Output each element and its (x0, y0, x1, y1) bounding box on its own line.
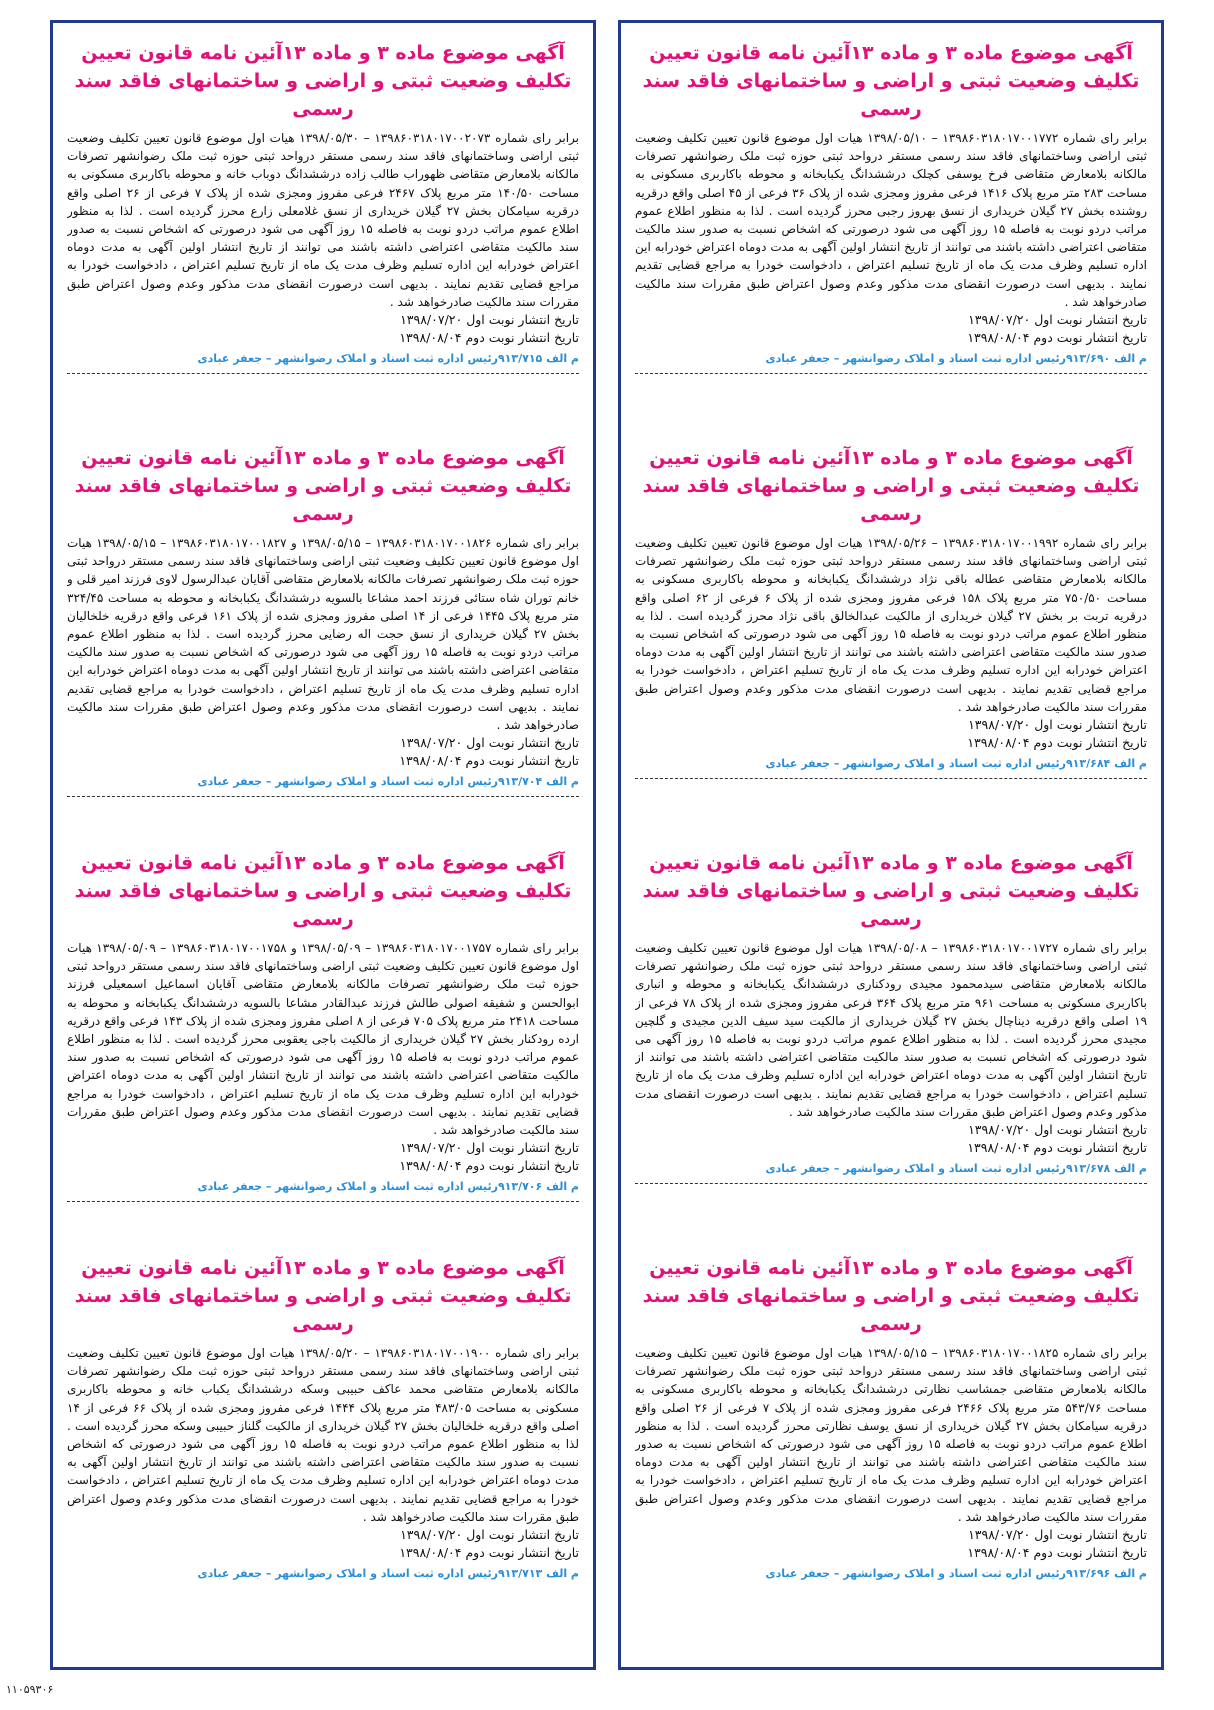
publish-date-second: تاریخ انتشار نوبت دوم ۱۳۹۸/۰۸/۰۴ (967, 1545, 1147, 1561)
divider (67, 373, 579, 374)
notice-body: برابر رای شماره ۱۳۹۸۶۰۳۱۸۰۱۷۰۰۱۷۷۲ – ۱۳۹۸/۰۵/۱۰ هیات اول موضوع قانون تعیین تکلیف وضعیت ثبتی اراضی وساختمانهای فاقد سند رسمی مستقر درواحد ثبتی حوزه ثبت ملک رضوانشهر تصرفات مالکانه بلامعارض متقاضی فرخ یوسفی کچلک درششدانگ یکبابخانه و محوطه باکاربری مسکونی به مساحت ۲۸۳ متر مربع پلاک ۱۴۱۶ فرعی مفروز ومجزی شده از پلاک ۳۶ فرعی از ۴۵ اصلی واقع درقریه روشنده بخش ۲۷ گیلان خریداری از نسق بهروز رجبی محرز گردیده است . لذا به منظور اطلاع عموم مراتب دردو نوبت به فاصله ۱۵ روز آگهی می شود درصورتی که اشخاص نسبت به صدور سند مالکیت متقاضی اعتراضی داشته باشند می توانند از تاریخ انتشار اولین آگهی به مدت دوماه اعتراض خودرابه این اداره تسلیم وظرف مدت یک ماه از تاریخ تسلیم اعتراض ، دادخواست خودرا به مراجع قضایی تقدیم نمایند . بدیهی است درصورت انقضای مدت مذکور وعدم وصول اعتراض طبق مقررات سند مالکیت صادرخواهد شد . (635, 131, 1147, 309)
notice-title: آگهی موضوع ماده ۳ و ماده ۱۳آئین نامه قانون تعیین تکلیف وضعیت ثبتی و اراضی و ساختمانهای فاقد سند رسمی (74, 852, 572, 930)
publish-date-first: تاریخ انتشار نوبت اول ۱۳۹۸/۰۷/۲۰ (968, 312, 1147, 328)
left-column (50, 20, 596, 1670)
notice-left-3 (67, 841, 579, 1246)
publish-date-first: تاریخ انتشار نوبت اول ۱۳۹۸/۰۷/۲۰ (968, 1122, 1147, 1138)
notice-title: آگهی موضوع ماده ۳ و ماده ۱۳آئین نامه قانون تعیین تکلیف وضعیت ثبتی و اراضی و ساختمانهای فاقد سند رسمی (642, 42, 1140, 120)
notice-right-1 (635, 31, 1147, 436)
notice-body: برابر رای شماره ۱۳۹۸۶۰۳۱۸۰۱۷۰۰۲۰۷۳ – ۱۳۹۸/۰۵/۳۰ هیات اول موضوع قانون تعیین تکلیف وضعیت ثبتی اراضی وساختمانهای فاقد سند رسمی مستقر درواحد ثبتی حوزه ثبت ملک رضوانشهر تصرفات مالکانه بلامعارض متقاضی ظهوراب طالب زاده درششدانگ دوباب خانه و محوطه باکاربری مسکونی به مساحت ۱۴۰/۵۰ متر مربع پلاک ۲۴۶۷ فرعی مفروز ومجزی شده از پلاک ۷ فرعی از ۲۶ اصلی واقع درقریه سیامکان بخش ۲۷ گیلان خریداری از نسق غلامعلی زارع محرز گردیده است . لذا به منظور اطلاع عموم مراتب دردو نوبت به فاصله ۱۵ روز آگهی می شود درصورتی که اشخاص نسبت به صدور سند مالکیت متقاضی اعتراضی داشته باشند می توانند از تاریخ انتشار اولین آگهی به مدت دوماه اعتراض خودرابه این اداره تسلیم وظرف مدت یک ماه از تاریخ تسلیم اعتراض ، دادخواست خودرا به مراجع قضایی تقدیم نمایند . بدیهی است درصورت انقضای مدت مذکور وعدم وصول اعتراض طبق مقررات سند مالکیت صادرخواهد شد . (67, 131, 579, 309)
notice-body: برابر رای شماره ۱۳۹۸۶۰۳۱۸۰۱۷۰۰۱۸۲۵ – ۱۳۹۸/۰۵/۱۵ هیات اول موضوع قانون تعیین تکلیف وضعیت ثبتی اراضی وساختمانهای فاقد سند رسمی مستقر درواحد ثبتی حوزه ثبت ملک رضوانشهر تصرفات مالکانه بلامعارض متقاضی جمشاسب نظارتی درششدانگ یکبابخانه و محوطه باکاربری مسکونی به مساحت ۵۴۳/۷۶ متر مربع پلاک ۲۴۶۶ فرعی مفروز ومجزی شده از پلاک ۷ فرعی از ۲۶ اصلی واقع درقریه سیامکان بخش ۲۷ گیلان خریداری از نسق یوسف نظارتی محرز گردیده است . لذا به منظور اطلاع عموم مراتب دردو نوبت به فاصله ۱۵ روز آگهی می شود درصورتی که اشخاص نسبت به صدور سند مالکیت متقاضی اعتراضی داشته باشند می توانند از تاریخ انتشار اولین آگهی به مدت دوماه اعتراض خودرابه این اداره تسلیم وظرف مدت یک ماه از تاریخ تسلیم اعتراض ، دادخواست خودرا به مراجع قضایی تقدیم نمایند . بدیهی است درصورت انقضای مدت مذکور وعدم وصول اعتراض طبق مقررات سند مالکیت صادرخواهد شد . (635, 1346, 1147, 1524)
publish-date-first: تاریخ انتشار نوبت اول ۱۳۹۸/۰۷/۲۰ (400, 1140, 579, 1156)
notice-signature: م الف ۹۱۳/۷۱۵رئیس اداره ثبت اسناد و املاک رضوانشهر – جعفر عبادی (197, 352, 579, 366)
publish-date-second: تاریخ انتشار نوبت دوم ۱۳۹۸/۰۸/۰۴ (399, 330, 579, 346)
publish-date-first: تاریخ انتشار نوبت اول ۱۳۹۸/۰۷/۲۰ (968, 1527, 1147, 1543)
divider (635, 778, 1147, 779)
publish-date-second: تاریخ انتشار نوبت دوم ۱۳۹۸/۰۸/۰۴ (967, 1140, 1147, 1156)
publish-date-second: تاریخ انتشار نوبت دوم ۱۳۹۸/۰۸/۰۴ (967, 735, 1147, 751)
notice-title: آگهی موضوع ماده ۳ و ماده ۱۳آئین نامه قانون تعیین تکلیف وضعیت ثبتی و اراضی و ساختمانهای فاقد سند رسمی (74, 447, 572, 525)
notice-signature: م الف ۹۱۳/۷۰۶رئیس اداره ثبت اسناد و املاک رضوانشهر – جعفر عبادی (197, 1180, 579, 1194)
divider (67, 796, 579, 797)
notice-signature: م الف ۹۱۳/۶۹۶رئیس اداره ثبت اسناد و املاک رضوانشهر – جعفر عبادی (765, 1567, 1147, 1581)
notice-signature: م الف ۹۱۳/۶۷۸رئیس اداره ثبت اسناد و املاک رضوانشهر – جعفر عبادی (765, 1162, 1147, 1176)
notice-title: آگهی موضوع ماده ۳ و ماده ۱۳آئین نامه قانون تعیین تکلیف وضعیت ثبتی و اراضی و ساختمانهای فاقد سند رسمی (642, 1257, 1140, 1335)
footer-code: ۱۱۰۵۹۳۰۶ (6, 1683, 54, 1696)
notice-left-1 (67, 31, 579, 436)
publish-date-second: تاریخ انتشار نوبت دوم ۱۳۹۸/۰۸/۰۴ (399, 1545, 579, 1561)
notice-title: آگهی موضوع ماده ۳ و ماده ۱۳آئین نامه قانون تعیین تکلیف وضعیت ثبتی و اراضی و ساختمانهای فاقد سند رسمی (74, 1257, 572, 1335)
divider (635, 373, 1147, 374)
notice-right-3 (635, 841, 1147, 1246)
notice-body: برابر رای شماره ۱۳۹۸۶۰۳۱۸۰۱۷۰۰۱۸۲۶ – ۱۳۹۸/۰۵/۱۵ و ۱۳۹۸۶۰۳۱۸۰۱۷۰۰۱۸۲۷ – ۱۳۹۸/۰۵/۱۵ هیات اول موضوع قانون تعیین تکلیف وضعیت ثبتی اراضی وساختمانهای فاقد سند رسمی مستقر درواحد ثبتی حوزه ثبت ملک رضوانشهر تصرفات مالکانه بلامعارض متقاضی آقایان عبدالرسول لاوی فرزند امیر قلی و خانم توران شاه ستائی فرزند احمد مشاعا بالسویه درششدانگ یکبابخانه و محوطه به مساحت ۳۲۴/۴۵ متر مربع پلاک ۱۴۴۵ فرعی از ۱۴ اصلی مفروز ومجزی شده از پلاک ۱۶۱ فرعی واقع درقریه خلخالیان بخش ۲۷ گیلان خریداری از نسق حجت اله رضایی محرز گردیده است . لذا به منظور اطلاع عموم مراتب دردو نوبت به فاصله ۱۵ روز آگهی می شود درصورتی که اشخاص نسبت به صدور سند مالکیت متقاضی اعتراضی داشته باشند می توانند از تاریخ انتشار اولین آگهی به مدت دوماه اعتراض خودرابه این اداره تسلیم وظرف مدت یک ماه از تاریخ تسلیم اعتراض ، دادخواست خودرا به مراجع قضایی تقدیم نمایند . بدیهی است درصورت انقضای مدت مذکور وعدم وصول اعتراض طبق مقررات سند مالکیت صادرخواهد شد . (67, 536, 579, 733)
notice-signature: م الف ۹۱۳/۷۱۳رئیس اداره ثبت اسناد و املاک رضوانشهر – جعفر عبادی (197, 1567, 579, 1581)
notice-body: برابر رای شماره ۱۳۹۸۶۰۳۱۸۰۱۷۰۰۱۷۲۷ – ۱۳۹۸/۰۵/۰۸ هیات اول موضوع قانون تعیین تکلیف وضعیت ثبتی اراضی وساختمانهای فاقد سند رسمی مستقر درواحد ثبتی حوزه ثبت ملک رضوانشهر تصرفات مالکانه بلامعارض متقاضی سیدمحمود مجیدی رودکناری درششدانگ یکبابخانه و محوطه و انباری باکاربری مسکونی به مساحت ۹۶۱ متر مربع پلاک ۳۶۴ فرعی مفروز ومجزی شده از پلاک ۷۸ فرعی از ۱۹ اصلی واقع درقریه دیناچال بخش ۲۷ گیلان خریداری از مالکیت سید سیف الدین مجیدی و گلچین مجیدی محرز گردیده است . لذا به منظور اطلاع عموم مراتب دردو نوبت به فاصله ۱۵ روز آگهی می شود درصورتی که اشخاص نسبت به صدور سند مالکیت متقاضی اعتراضی داشته باشند می توانند از تاریخ انتشار اولین آگهی به مدت دوماه اعتراض خودرابه این اداره تسلیم وظرف مدت یک ماه از تاریخ تسلیم اعتراض ، دادخواست خودرا به مراجع قضایی تقدیم نمایند . بدیهی است درصورت انقضای مدت مذکور وعدم وصول اعتراض طبق مقررات سند مالکیت صادرخواهد شد . (635, 941, 1147, 1119)
right-column (618, 20, 1164, 1670)
notice-title: آگهی موضوع ماده ۳ و ماده ۱۳آئین نامه قانون تعیین تکلیف وضعیت ثبتی و اراضی و ساختمانهای فاقد سند رسمی (642, 447, 1140, 525)
notice-left-2 (67, 436, 579, 841)
notice-body: برابر رای شماره ۱۳۹۸۶۰۳۱۸۰۱۷۰۰۱۹۹۲ – ۱۳۹۸/۰۵/۲۶ هیات اول موضوع قانون تعیین تکلیف وضعیت ثبتی اراضی وساختمانهای فاقد سند رسمی مستقر درواحد ثبتی حوزه ثبت ملک رضوانشهر تصرفات مالکانه بلامعارض متقاضی عطاله باقی نژاد درششدانگ یکبابخانه و محوطه باکاربری مسکونی به مساحت ۷۵۰/۵۰ متر مربع پلاک ۱۵۸ فرعی مفروز ومجزی شده از پلاک ۶ فرعی از ۶۲ اصلی واقع درقریه تربت بر بخش ۲۷ گیلان خریداری از مالکیت عبدالخالق باقی نژاد محرز گردیده است . لذا به منظور اطلاع عموم مراتب دردو نوبت به فاصله ۱۵ روز آگهی می شود درصورتی که اشخاص نسبت به صدور سند مالکیت متقاضی اعتراضی داشته باشند می توانند از تاریخ انتشار اولین آگهی به مدت دوماه اعتراض خودرابه این اداره تسلیم وظرف مدت یک ماه از تاریخ تسلیم اعتراض ، دادخواست خودرا به مراجع قضایی تقدیم نمایند . بدیهی است درصورت انقضای مدت مذکور وعدم وصول اعتراض طبق مقررات سند مالکیت صادرخواهد شد . (635, 536, 1147, 714)
notice-left-4 (67, 1246, 579, 1651)
divider (67, 1201, 579, 1202)
publish-date-second: تاریخ انتشار نوبت دوم ۱۳۹۸/۰۸/۰۴ (967, 330, 1147, 346)
notice-title: آگهی موضوع ماده ۳ و ماده ۱۳آئین نامه قانون تعیین تکلیف وضعیت ثبتی و اراضی و ساختمانهای فاقد سند رسمی (642, 852, 1140, 930)
publish-date-first: تاریخ انتشار نوبت اول ۱۳۹۸/۰۷/۲۰ (400, 735, 579, 751)
notice-body: برابر رای شماره ۱۳۹۸۶۰۳۱۸۰۱۷۰۰۱۹۰۰ – ۱۳۹۸/۰۵/۲۰ هیات اول موضوع قانون تعیین تکلیف وضعیت ثبتی اراضی وساختمانهای فاقد سند رسمی مستقر درواحد ثبتی حوزه ثبت ملک رضوانشهر تصرفات مالکانه بلامعارض متقاضی محمد عاکف حبیبی وسکه درششدانگ یکباب خانه و محوطه باکاربری مسکونی به مساحت ۴۸۳/۰۵ متر مربع پلاک ۱۴۴۴ فرعی مفروز ومجزی شده از پلاک ۶۶ فرعی از ۱۴ اصلی واقع درقریه خلخالیان بخش ۲۷ گیلان خریداری از مالکیت گلناز حبیبی وسکه محرز گردیده است . لذا به منظور اطلاع عموم مراتب دردو نوبت به فاصله ۱۵ روز آگهی می شود درصورتی که اشخاص نسبت به صدور سند مالکیت متقاضی اعتراضی داشته باشند می توانند از تاریخ انتشار اولین آگهی به مدت دوماه اعتراض خودرابه این اداره تسلیم وظرف مدت یک ماه از تاریخ تسلیم اعتراض ، دادخواست خودرا به مراجع قضایی تقدیم نمایند . بدیهی است درصورت انقضای مدت مذکور وعدم وصول اعتراض طبق مقررات سند مالکیت صادرخواهد شد . (67, 1346, 579, 1524)
publish-date-first: تاریخ انتشار نوبت اول ۱۳۹۸/۰۷/۲۰ (400, 312, 579, 328)
notice-signature: م الف ۹۱۳/۶۹۰رئیس اداره ثبت اسناد و املاک رضوانشهر – جعفر عبادی (765, 352, 1147, 366)
notice-right-2 (635, 436, 1147, 841)
notice-title: آگهی موضوع ماده ۳ و ماده ۱۳آئین نامه قانون تعیین تکلیف وضعیت ثبتی و اراضی و ساختمانهای فاقد سند رسمی (74, 42, 572, 120)
publish-date-first: تاریخ انتشار نوبت اول ۱۳۹۸/۰۷/۲۰ (968, 717, 1147, 733)
publish-date-second: تاریخ انتشار نوبت دوم ۱۳۹۸/۰۸/۰۴ (399, 1158, 579, 1174)
notice-signature: م الف ۹۱۳/۷۰۴رئیس اداره ثبت اسناد و املاک رضوانشهر – جعفر عبادی (197, 775, 579, 789)
publish-date-second: تاریخ انتشار نوبت دوم ۱۳۹۸/۰۸/۰۴ (399, 753, 579, 769)
publish-date-first: تاریخ انتشار نوبت اول ۱۳۹۸/۰۷/۲۰ (400, 1527, 579, 1543)
notice-right-4 (635, 1246, 1147, 1651)
notice-signature: م الف ۹۱۳/۶۸۴رئیس اداره ثبت اسناد و املاک رضوانشهر – جعفر عبادی (765, 757, 1147, 771)
divider (635, 1183, 1147, 1184)
notice-body: برابر رای شماره ۱۳۹۸۶۰۳۱۸۰۱۷۰۰۱۷۵۷ – ۱۳۹۸/۰۵/۰۹ و ۱۳۹۸۶۰۳۱۸۰۱۷۰۰۱۷۵۸ – ۱۳۹۸/۰۵/۰۹ هیات اول موضوع قانون تعیین تکلیف وضعیت ثبتی اراضی وساختمانهای فاقد سند رسمی مستقر درواحد ثبتی حوزه ثبت ملک رضوانشهر تصرفات مالکانه بلامعارض متقاضی آقایان اسماعیل اسمعیلی فرزند ابوالحسن و شفیقه اصولی طالش فرزند عبدالقادر مشاعا بالسویه درششدانگ یکبابخانه و محوطه به مساحت ۲۴۱۸ متر مربع پلاک ۷۰۵ فرعی از ۸ اصلی مفروز ومجزی شده از پلاک ۱۴۳ فرعی واقع درقریه ارده رودکنار بخش ۲۷ گیلان خریداری از مالکیت باجی یعقوبی محرز گردیده است . لذا به منظور اطلاع عموم مراتب دردو نوبت به فاصله ۱۵ روز آگهی می شود درصورتی که اشخاص نسبت به صدور سند مالکیت متقاضی اعتراضی داشته باشند می توانند از تاریخ انتشار اولین آگهی به مدت دوماه اعتراض خودرابه این اداره تسلیم وظرف مدت یک ماه از تاریخ تسلیم اعتراض ، دادخواست خودرا به مراجع قضایی تقدیم نمایند . بدیهی است درصورت انقضای مدت مذکور وعدم وصول اعتراض طبق مقررات سند مالکیت صادرخواهد شد . (67, 941, 579, 1138)
